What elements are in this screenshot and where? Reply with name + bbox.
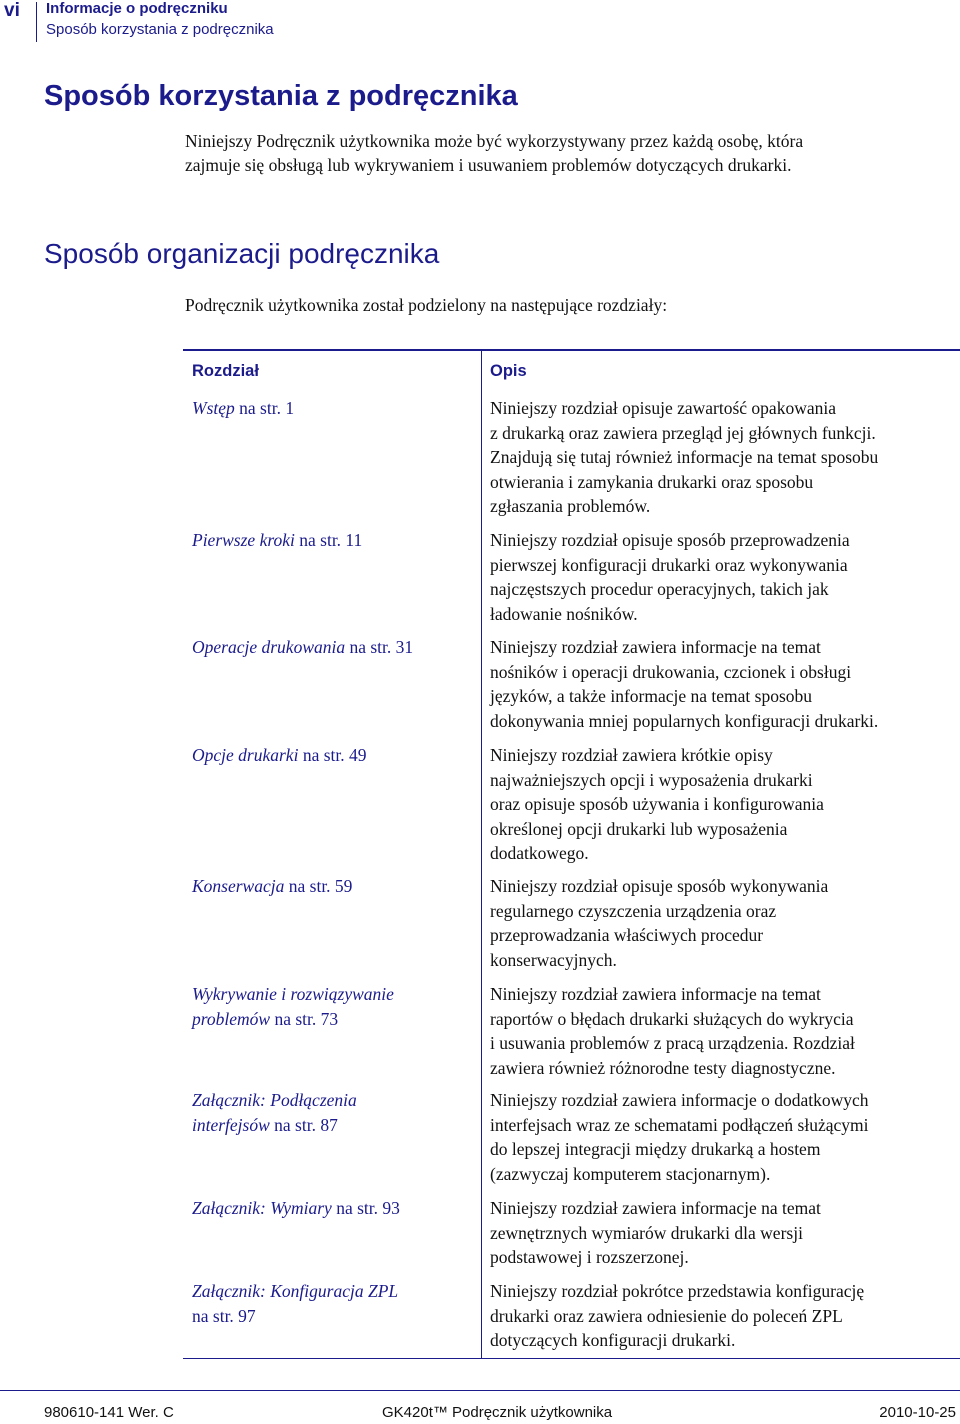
chapter-link-dimensions[interactable]: Załącznik: Wymiary na str. 93 [192, 1198, 400, 1218]
page-number: vi [4, 0, 20, 21]
chapter-description: Niniejszy rozdział zawiera informacje na temat nośników i operacji drukowania, czcionek i obsługi języków, a także informacje na temat sposobu dokonywania mniej popularnych konfiguracji drukarki. [490, 637, 879, 731]
header-chapter: Informacje o podręczniku [46, 0, 228, 17]
chapter-description: Niniejszy rozdział pokrótce przedstawia konfigurację drukarki oraz zawiera odniesienie do poleceń ZPL dotyczących konfiguracji drukarki. [490, 1281, 865, 1350]
footer-product: GK420t™ Podręcznik użytkownika [382, 1404, 613, 1421]
chapter-description: Niniejszy rozdział opisuje sposób wykonywania regularnego czyszczenia urządzenia oraz przeprowadzania właściwych procedur konserwacyjnych. [490, 876, 829, 970]
column-header-description: Opis [490, 362, 527, 380]
page-title: Sposób korzystania z podręcznika [44, 80, 518, 112]
chapter-description: Niniejszy rozdział zawiera krótkie opisy najważniejszych opcji i wyposażenia drukarki oraz opisuje sposób używania i konfigurowania określonej opcji drukarki lub wyposażenia dodatkowego. [490, 745, 824, 863]
chapter-link-print-operations[interactable]: Operacje drukowania na str. 31 [192, 637, 414, 657]
footer-doc-number: 980610-141 Wer. C [44, 1404, 174, 1421]
chapter-description: Niniejszy rozdział zawiera informacje na temat zewnętrznych wymiarów drukarki dla wersji podstawowej i rozszerzonej. [490, 1198, 821, 1267]
chapters-table [183, 349, 960, 1359]
intro-line: zajmuje się obsługą lub wykrywaniem i usuwaniem problemów dotyczących drukarki. [185, 155, 792, 175]
chapter-link-intro[interactable]: Wstęp na str. 1 [192, 398, 295, 418]
chapter-description: Niniejszy rozdział zawiera informacje o dodatkowych interfejsach wraz ze schematami podłączeń służącymi do lepszej integracji między drukarką a hostem (zazwyczaj komputerem stacjonarnym). [490, 1090, 869, 1184]
chapter-description: Niniejszy rozdział opisuje sposób przeprowadzenia pierwszej konfiguracji drukarki oraz wykonywania najczęstszych procedur operacyjnych, takich jak ładowanie nośników. [490, 530, 850, 624]
chapter-link-printer-options[interactable]: Opcje drukarki na str. 49 [192, 745, 367, 765]
header-divider [36, 2, 37, 42]
section-text: Podręcznik użytkownika został podzielony na następujące rozdziały: [185, 295, 668, 315]
footer-date: 2010-10-25 [879, 1404, 956, 1421]
chapter-link-getting-started[interactable]: Pierwsze kroki na str. 11 [192, 530, 363, 550]
footer-divider [0, 1390, 960, 1391]
chapter-link-maintenance[interactable]: Konserwacja na str. 59 [192, 876, 353, 896]
page-header [0, 0, 960, 44]
chapter-link-troubleshooting[interactable]: Wykrywanie i rozwiązywanie problemów na str. 73 [192, 984, 394, 1029]
chapter-link-interface-connections[interactable]: Załącznik: Podłączenia interfejsów na str. 87 [192, 1090, 357, 1135]
chapter-link-zpl-configuration[interactable]: Załącznik: Konfiguracja ZPL na str. 97 [192, 1281, 399, 1326]
intro-paragraph [185, 129, 925, 177]
chapter-description: Niniejszy rozdział zawiera informacje na temat raportów o błędach drukarki służących do wykrycia i usuwania problemów z pracą urządzenia. Rozdział zawiera również różnorodne testy diagnostyczne. [490, 984, 855, 1078]
chapter-description: Niniejszy rozdział opisuje zawartość opakowania z drukarką oraz zawiera przegląd jej głównych funkcji. Znajdują się tutaj również informacje na temat sposobu otwierania i zamykania drukarki oraz sposobu zgłaszania problemów. [490, 398, 879, 516]
column-divider [481, 351, 482, 1358]
column-header-chapter: Rozdział [192, 362, 259, 380]
section-title: Sposób organizacji podręcznika [44, 238, 440, 269]
intro-line: Niniejszy Podręcznik użytkownika może być wykorzystywany przez każdą osobę, która [185, 131, 804, 151]
header-section: Sposób korzystania z podręcznika [46, 21, 274, 38]
